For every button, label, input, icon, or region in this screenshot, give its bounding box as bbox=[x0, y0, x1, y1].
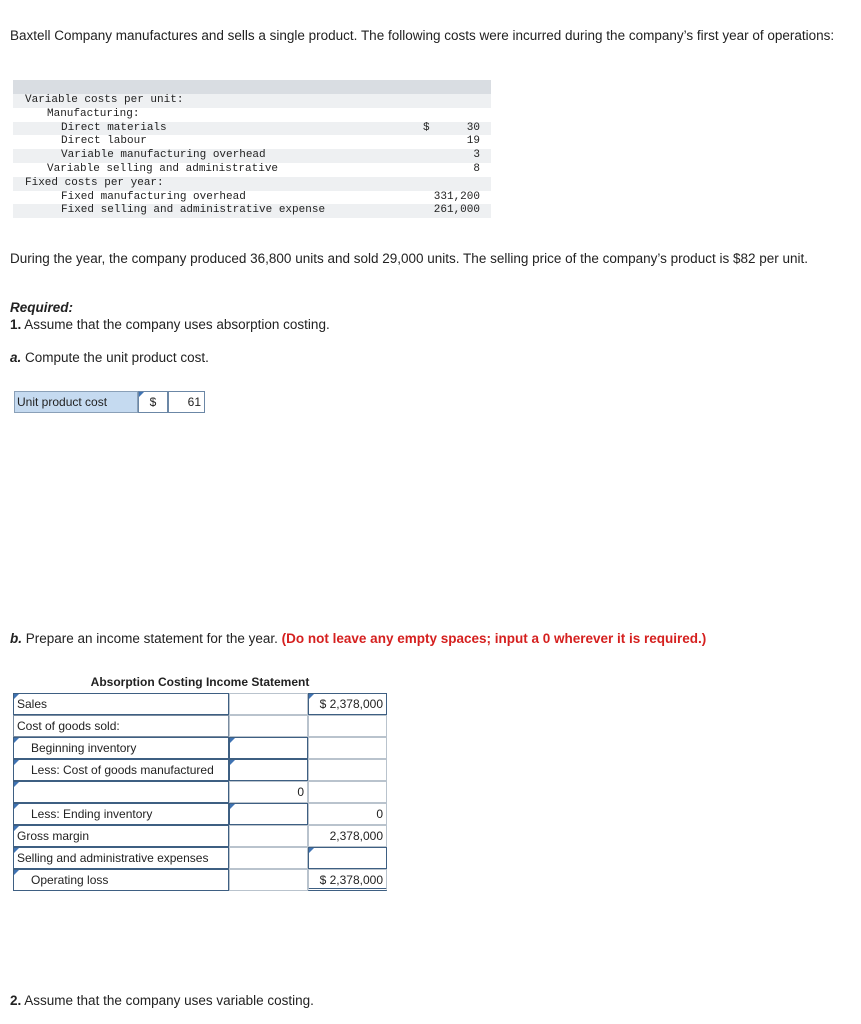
amount-input[interactable]: $ 2,378,000 bbox=[308, 693, 387, 715]
amount-cell: $ 2,378,000 bbox=[308, 869, 387, 891]
cost-row: Direct labour 19 bbox=[61, 135, 480, 148]
cost-row: Variable selling and administrative 8 bbox=[47, 162, 480, 175]
table-row bbox=[13, 759, 387, 781]
label-cell[interactable]: Sales bbox=[13, 693, 229, 715]
flag-icon bbox=[14, 870, 19, 875]
intro-text: Baxtell Company manufactures and sells a single product. The following costs were incurred during the company’s first year of operations: bbox=[10, 28, 835, 43]
flag-icon bbox=[230, 804, 235, 809]
production-text: During the year, the company produced 36,800 units and sold 29,000 units. The selling price of the company’s product is $82 per unit. bbox=[10, 251, 809, 266]
unit-product-cost-label: Unit product cost bbox=[15, 392, 138, 412]
amount-cell bbox=[229, 847, 308, 869]
table-row bbox=[13, 803, 387, 825]
table-row bbox=[13, 781, 387, 803]
amount-cell bbox=[308, 759, 387, 781]
amount-input[interactable] bbox=[308, 847, 387, 869]
cost-row: Variable costs per unit: bbox=[13, 94, 491, 108]
amount-cell: 2,378,000 bbox=[308, 825, 387, 847]
requirement-1a: a. Compute the unit product cost. bbox=[10, 350, 209, 365]
label-cell[interactable]: Less: Cost of goods manufactured bbox=[13, 759, 229, 781]
amount-cell bbox=[308, 781, 387, 803]
amount-cell: 0 bbox=[229, 781, 308, 803]
requirement-1: 1. Assume that the company uses absorption costing. bbox=[10, 317, 330, 332]
label-cell[interactable] bbox=[13, 781, 229, 803]
flag-icon bbox=[14, 848, 19, 853]
flag-icon bbox=[309, 848, 314, 853]
cost-row: Fixed costs per year: bbox=[13, 177, 491, 191]
flag-icon bbox=[14, 738, 19, 743]
label-cell[interactable]: Operating loss bbox=[13, 869, 229, 891]
table-row bbox=[13, 869, 387, 891]
flag-icon bbox=[139, 392, 144, 397]
label-cell[interactable]: Gross margin bbox=[13, 825, 229, 847]
income-statement-title: Absorption Costing Income Statement bbox=[90, 675, 310, 689]
flag-icon bbox=[230, 738, 235, 743]
amount-cell: 0 bbox=[308, 803, 387, 825]
table-row bbox=[13, 693, 387, 715]
requirement-2: 2. Assume that the company uses variable costing. bbox=[10, 993, 314, 1008]
flag-icon bbox=[230, 760, 235, 765]
flag-icon bbox=[14, 804, 19, 809]
table-row bbox=[13, 737, 387, 759]
flag-icon bbox=[14, 826, 19, 831]
amount-input[interactable] bbox=[229, 737, 308, 759]
unit-product-cost-row bbox=[14, 391, 205, 413]
amount-cell bbox=[229, 693, 308, 715]
cost-table-header bbox=[13, 80, 491, 94]
label-cell: Cost of goods sold: bbox=[13, 715, 229, 737]
table-row bbox=[13, 825, 387, 847]
cost-table bbox=[13, 80, 491, 218]
cost-row: Direct materials $ 30 bbox=[13, 122, 491, 136]
amount-cell bbox=[229, 715, 308, 737]
amount-cell bbox=[308, 715, 387, 737]
requirement-1b: b. Prepare an income statement for the year. (Do not leave any empty spaces; input a 0 wherever it is required.) bbox=[10, 631, 707, 646]
amount-cell bbox=[229, 825, 308, 847]
amount-input[interactable] bbox=[229, 759, 308, 781]
table-row bbox=[13, 847, 387, 869]
cost-row: Variable manufacturing overhead 3 bbox=[13, 149, 491, 163]
label-cell[interactable]: Less: Ending inventory bbox=[13, 803, 229, 825]
unit-product-cost-input[interactable]: 61 bbox=[168, 391, 205, 413]
flag-icon bbox=[309, 694, 314, 699]
amount-cell bbox=[308, 737, 387, 759]
flag-icon bbox=[14, 782, 19, 787]
cost-row: Fixed selling and administrative expense 261,000 bbox=[13, 204, 491, 218]
cost-row: Manufacturing: bbox=[47, 107, 140, 120]
flag-icon bbox=[14, 760, 19, 765]
unit-product-cost-currency[interactable]: $ bbox=[138, 391, 168, 413]
amount-input[interactable] bbox=[229, 803, 308, 825]
required-label: Required: bbox=[10, 300, 74, 315]
income-statement bbox=[13, 671, 387, 891]
label-cell[interactable]: Beginning inventory bbox=[13, 737, 229, 759]
flag-icon bbox=[14, 694, 19, 699]
table-row bbox=[13, 715, 387, 737]
amount-cell bbox=[229, 869, 308, 891]
label-cell[interactable]: Selling and administrative expenses bbox=[13, 847, 229, 869]
cost-row: Fixed manufacturing overhead 331,200 bbox=[61, 190, 480, 203]
